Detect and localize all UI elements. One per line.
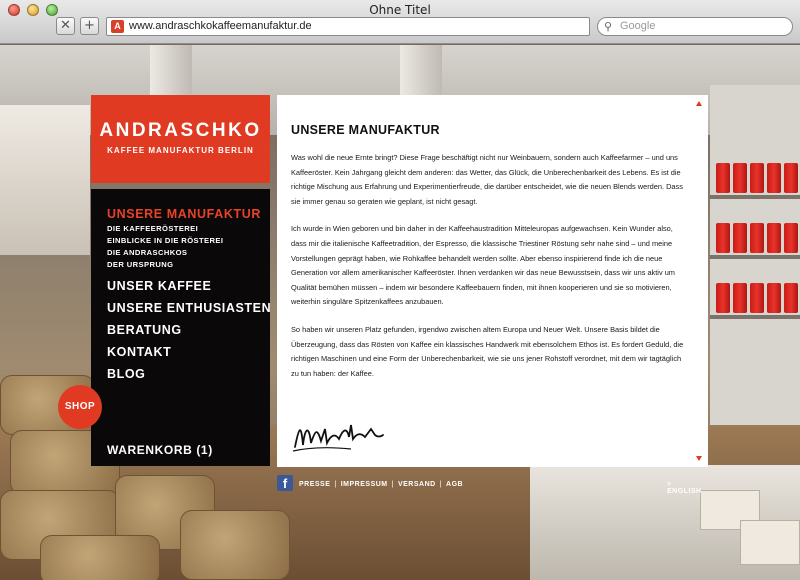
stop-icon: ✕ — [60, 18, 71, 33]
nav-item-blog[interactable]: BLOG — [107, 367, 146, 381]
signature-icon — [291, 417, 385, 457]
brand-tagline: KAFFEE MANUFAKTUR BERLIN — [107, 146, 254, 155]
main-navigation — [91, 189, 270, 466]
search-placeholder: Google — [620, 20, 656, 32]
article-paragraph: So haben wir unseren Platz gefunden, irgendwo zwischen altem Europa und Neuer Welt. Unsere Basis bildet die Überzeugung, dass das Rösten von Kaffee ein klassisches Handwerk mit ebensolchem Ethos ist. Es fordert Geduld, die richtigen Maschinen und eine Form der Unberechenbarkeit, wie sie uns jener Rohstoff verordnet, mit dem wir tagtäglich zu tun haben: der Kaffee. — [291, 324, 684, 378]
subnav-item-kaffeeroesterei[interactable]: DIE KAFFEERÖSTEREI — [107, 224, 199, 233]
address-bar[interactable] — [106, 17, 590, 36]
minimize-window-button[interactable] — [27, 4, 39, 16]
nav-item-unser-kaffee[interactable]: UNSER KAFFEE — [107, 279, 212, 293]
footer-separator: | — [391, 481, 394, 488]
footer — [277, 475, 708, 493]
site-favicon-icon: A — [111, 20, 124, 33]
scroll-down-arrow-icon[interactable] — [696, 456, 702, 461]
stop-button[interactable] — [56, 17, 75, 35]
nav-item-unsere-enthusiasten[interactable]: UNSERE ENTHUSIASTEN — [107, 301, 272, 315]
nav-item-kontakt[interactable]: KONTAKT — [107, 345, 172, 359]
search-input[interactable] — [597, 17, 793, 36]
article-body — [291, 151, 686, 394]
subnav-item-andraschkos[interactable]: DIE ANDRASCHKOS — [107, 248, 188, 257]
footer-link-versand[interactable]: VERSAND — [397, 481, 436, 488]
subnav-item-einblicke[interactable]: EINBLICKE IN DIE RÖSTEREI — [107, 236, 224, 245]
zoom-window-button[interactable] — [46, 4, 58, 16]
facebook-icon[interactable]: f — [277, 475, 293, 491]
page-title: UNSERE MANUFAKTUR — [291, 123, 440, 137]
nav-item-beratung[interactable]: BERATUNG — [107, 323, 182, 337]
browser-toolbar — [0, 0, 800, 44]
content-panel — [277, 95, 708, 467]
url-text: www.andraschkokaffeemanufaktur.de — [129, 20, 312, 32]
plus-icon: + — [84, 18, 95, 33]
footer-link-agb[interactable]: AGB — [446, 481, 464, 488]
add-bookmark-button[interactable] — [80, 17, 99, 35]
nav-item-unsere-manufaktur[interactable]: UNSERE MANUFAKTUR — [107, 207, 261, 221]
article-paragraph: Was wohl die neue Ernte bringt? Diese Frage beschäftigt nicht nur Weinbauern, sondern auch Kaffeefarmer – und uns Kaffeeröster. Kein Jahrgang gleicht dem anderen: das Wetter, das Glück, die Unberechenbarkeit des Lebens. Es ist die richtige Mischung aus Erfahrung und Experimentierfreude, die darüber entscheidet, wie die neuen Blends werden. Dass sie immer genau so geraten wie geplant, ist nicht gesagt. — [291, 153, 683, 206]
search-icon: ⚲ — [604, 21, 613, 33]
language-switch-english[interactable]: > ENGLISH — [667, 481, 702, 495]
footer-link-presse[interactable]: PRESSE — [299, 481, 331, 488]
cart-link[interactable]: WARENKORB (1) — [107, 443, 213, 457]
footer-links — [299, 481, 463, 488]
footer-separator: | — [334, 481, 337, 488]
window-title: Ohne Titel — [369, 3, 431, 17]
brand-name: ANDRASCHKO — [99, 120, 262, 141]
shop-button[interactable]: SHOP — [58, 385, 102, 429]
footer-separator: | — [439, 481, 443, 488]
article-paragraph: Ich wurde in Wien geboren und bin daher in der Kaffeehaustradition Mitteleuropas aufgewachsen. Kein Wunder also, dass mir die italienische Kaffeetradition, der Espresso, die klassische Triestiner Röstung sehr nahe sind – und meine Vorstellungen geprägt haben, wie Rohkaffee behandelt werden sollte. Aber ebenso inspirierend finde ich die neue Generation vor allem amerikanischer Kaffeeröster. Ihnen verdanken wir das neue Bewusstsein, dass wir uns aktiv um Qualität bemühen müssen – indem wir besondere Kaffeebauern finden, mit ihnen kooperieren und sie so motivieren, weiterhin singuläre Spitzenkaffees anzubauen. — [291, 224, 675, 307]
brand-logo[interactable] — [91, 95, 270, 183]
subnav-item-ursprung[interactable]: DER URSPRUNG — [107, 260, 174, 269]
scroll-up-arrow-icon[interactable] — [696, 101, 702, 106]
footer-link-impressum[interactable]: IMPRESSUM — [340, 481, 388, 488]
close-window-button[interactable] — [8, 4, 20, 16]
